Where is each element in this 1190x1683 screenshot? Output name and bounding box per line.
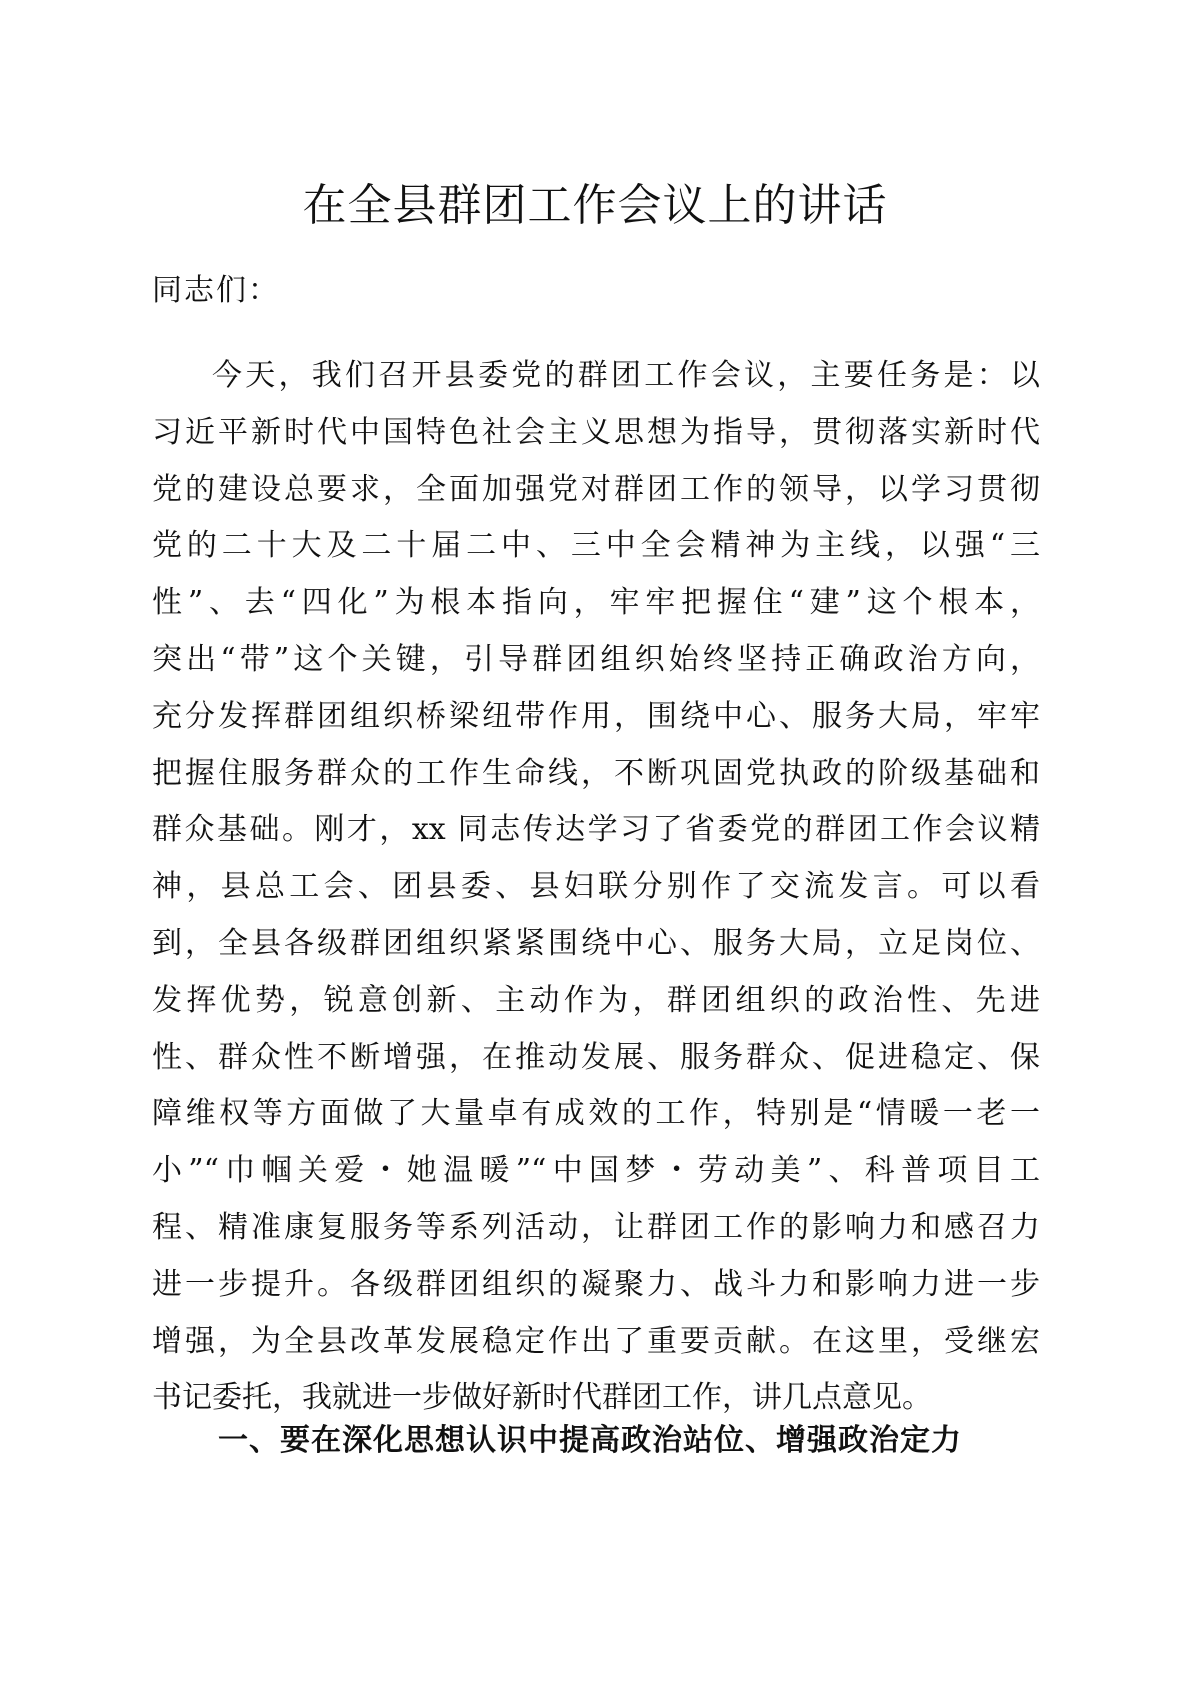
paragraph-line: 习近平新时代中国特色社会主义思想为指导，贯彻落实新时代 — [152, 414, 1040, 450]
paragraph-line: 突出“带”这个关键，引导群团组织始终坚持正确政治方向， — [152, 641, 1040, 677]
paragraph-line: 进一步提升。各级群团组织的凝聚力、战斗力和影响力进一步 — [152, 1266, 1040, 1302]
document-title: 在全县群团工作会议上的讲话 — [302, 180, 888, 231]
paragraph-line: 小”“巾帼关爱・她温暖”“中国梦・劳动美”、科普项目工 — [152, 1153, 1040, 1189]
paragraph-line: 党的建设总要求，全面加强党对群团工作的领导，以学习贯彻 — [152, 471, 1040, 507]
paragraph-line: 障维权等方面做了大量卓有成效的工作，特别是“情暖一老一 — [152, 1096, 1040, 1132]
paragraph-line: 性”、去“四化”为根本指向，牢牢把握住“建”这个根本， — [152, 585, 1040, 621]
section-heading: 一、要在深化思想认识中提高政治站位、增强政治定力 — [218, 1423, 962, 1458]
paragraph-line: 群众基础。刚才，xx 同志传达学习了省委党的群团工作会议精 — [152, 812, 1040, 848]
paragraph-line: 今天，我们召开县委党的群团工作会议，主要任务是：以 — [212, 358, 1040, 393]
opening-paragraph — [152, 356, 1040, 1435]
paragraph-line: 增强，为全县改革发展稳定作出了重要贡献。在这里，受继宏 — [152, 1323, 1040, 1359]
paragraph-line: 把握住服务群众的工作生命线，不断巩固党执政的阶级基础和 — [152, 755, 1040, 791]
paragraph-line: 书记委托，我就进一步做好新时代群团工作，讲几点意见。 — [152, 1380, 932, 1416]
salutation: 同志们： — [152, 273, 280, 308]
paragraph-line: 神，县总工会、团县委、县妇联分别作了交流发言。可以看 — [152, 869, 1040, 905]
paragraph-line: 程、精准康复服务等系列活动，让群团工作的影响力和感召力 — [152, 1209, 1040, 1245]
paragraph-line: 性、群众性不断增强，在推动发展、服务群众、促进稳定、保 — [152, 1039, 1040, 1075]
paragraph-line: 发挥优势，锐意创新、主动作为，群团组织的政治性、先进 — [152, 982, 1040, 1018]
paragraph-line: 到，全县各级群团组织紧紧围绕中心、服务大局，立足岗位、 — [152, 925, 1040, 961]
paragraph-line: 充分发挥群团组织桥梁纽带作用，围绕中心、服务大局，牢牢 — [152, 698, 1040, 734]
paragraph-line: 党的二十大及二十届二中、三中全会精神为主线，以强“三 — [152, 528, 1040, 564]
